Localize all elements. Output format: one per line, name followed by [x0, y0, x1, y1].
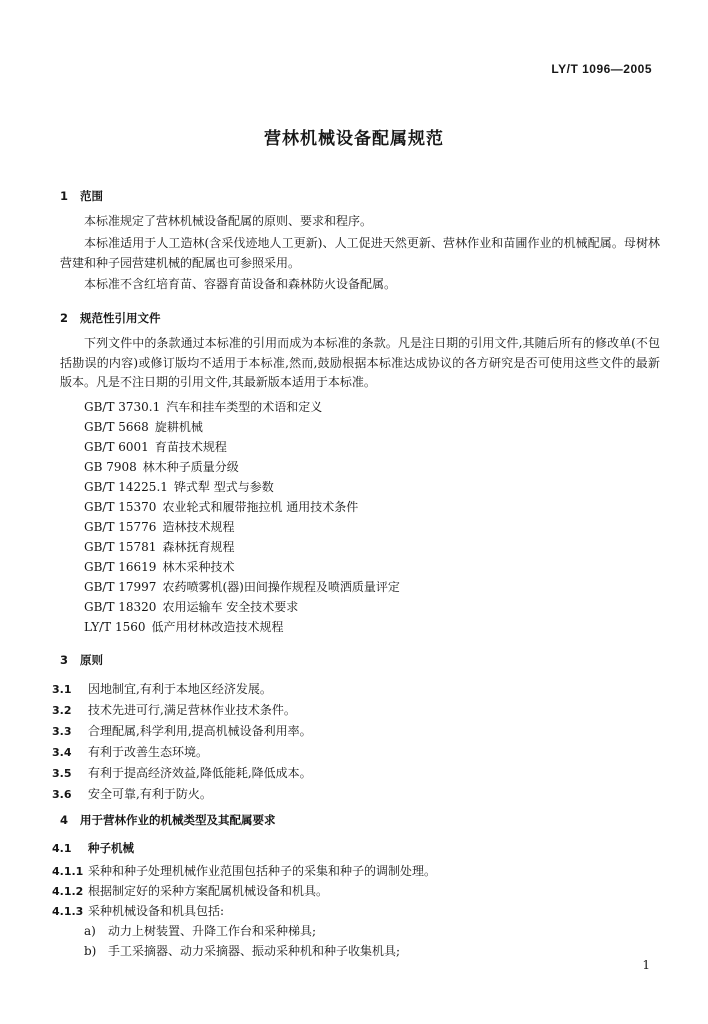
list-text: 动力上树装置、升降工作台和采种梯具;: [108, 924, 317, 938]
reference-item: [84, 578, 400, 595]
reference-code: GB 7908: [84, 460, 137, 474]
clause-item: [52, 862, 436, 879]
document-title: 营林机械设备配属规范: [264, 129, 444, 149]
principle-item: [52, 701, 296, 718]
reference-name: 农药喷雾机(器)田间操作规程及喷洒质量评定: [162, 580, 400, 594]
reference-code: GB/T 3730.1: [84, 400, 161, 414]
scope-paragraph-3: 本标准不含红培育苗、容器育苗设备和森林防火设备配属。: [84, 277, 397, 291]
section-2-heading: [60, 310, 161, 326]
list-text: 手工采摘器、动力采摘器、振动采种机和种子收集机具;: [108, 944, 401, 958]
clause-text: 采种机械设备和机具包括:: [88, 904, 225, 918]
section-4-heading: [60, 812, 276, 828]
clause-item: [52, 882, 328, 899]
principle-item: [52, 785, 212, 802]
reference-item: [84, 418, 203, 435]
clause-item: [52, 902, 224, 919]
scope-paragraph-2: 本标准适用于人工造林(含采伐迹地人工更新)、人工促进天然更新、营林作业和苗圃作业的机械配属。母树林营建和种子园营建机械的配属也可参照采用。: [60, 236, 660, 270]
reference-name: 铧式犁 型式与参数: [173, 480, 274, 494]
section-number: 3: [60, 653, 69, 667]
clause-number: 3.2: [52, 704, 72, 717]
reference-name: 农用运输车 安全技术要求: [162, 600, 299, 614]
reference-name: 造林技术规程: [162, 520, 235, 534]
reference-item: [84, 458, 239, 475]
clause-text: 有利于改善生态环境。: [88, 745, 209, 759]
reference-item: [84, 478, 274, 495]
reference-code: LY/T 1560: [84, 620, 146, 634]
reference-code: GB/T 14225.1: [84, 480, 168, 494]
clause-number: 4.1.3: [52, 905, 84, 918]
clause-text: 因地制宜,有利于本地区经济发展。: [88, 682, 272, 696]
clause-text: 根据制定好的采种方案配属机械设备和机具。: [88, 884, 329, 898]
list-subitem: [84, 922, 316, 939]
reference-code: GB/T 6001: [84, 440, 149, 454]
reference-code: GB/T 17997: [84, 580, 157, 594]
clause-text: 安全可靠,有利于防火。: [88, 787, 212, 801]
page-number: 1: [642, 958, 650, 972]
clause-number: 3.6: [52, 788, 72, 801]
reference-name: 森林抚育规程: [162, 540, 235, 554]
reference-code: GB/T 15370: [84, 500, 157, 514]
reference-name: 农业轮式和履带拖拉机 通用技术条件: [162, 500, 359, 514]
clause-number: 4.1: [52, 842, 72, 855]
reference-name: 旋耕机械: [154, 420, 203, 434]
reference-code: GB/T 5668: [84, 420, 149, 434]
reference-item: [84, 398, 322, 415]
list-subitem: [84, 942, 400, 959]
section-title: 范围: [80, 189, 103, 203]
section-title: 规范性引用文件: [80, 311, 161, 325]
clause-number: 4.1.1: [52, 865, 84, 878]
section-number: 4: [60, 813, 69, 827]
reference-code: GB/T 15781: [84, 540, 157, 554]
clause-text: 有利于提高经济效益,降低能耗,降低成本。: [88, 766, 312, 780]
clause-text: 技术先进可行,满足营林作业技术条件。: [88, 703, 296, 717]
reference-item: [84, 538, 234, 555]
clause-number: 3.3: [52, 725, 72, 738]
reference-item: [84, 598, 298, 615]
clause-number: 3.1: [52, 683, 72, 696]
principle-item: [52, 764, 312, 781]
reference-item: [84, 518, 234, 535]
scope-paragraph-1: 本标准规定了营林机械设备配属的原则、要求和程序。: [84, 214, 373, 228]
principle-item: [52, 743, 208, 760]
clause-number: 3.5: [52, 767, 72, 780]
clause-text: 合理配属,科学利用,提高机械设备利用率。: [88, 724, 312, 738]
subsection-heading: [52, 840, 134, 856]
clause-number: 3.4: [52, 746, 72, 759]
normative-intro: 下列文件中的条款通过本标准的引用而成为本标准的条款。凡是注日期的引用文件,其随后所有的修改单(不包括勘误的内容)或修订版均不适用于本标准,然而,鼓励根据本标准达成协议的各方研究是否可使用这些文件的最新版本。凡是不注日期的引用文件,其最新版本适用于本标准。: [60, 336, 660, 389]
clause-number: 4.1.2: [52, 885, 84, 898]
list-marker: b): [84, 944, 97, 958]
principle-item: [52, 722, 312, 739]
clause-text: 采种和种子处理机械作业范围包括种子的采集和种子的调制处理。: [88, 864, 437, 878]
reference-item: [84, 558, 234, 575]
reference-name: 汽车和挂车类型的术语和定义: [166, 400, 323, 414]
reference-name: 林木采种技术: [162, 560, 235, 574]
reference-name: 低产用材林改造技术规程: [151, 620, 284, 634]
reference-item: [84, 618, 284, 635]
section-number: 2: [60, 311, 69, 325]
reference-item: [84, 438, 227, 455]
principle-item: [52, 680, 272, 697]
reference-code: GB/T 15776: [84, 520, 157, 534]
section-1-heading: [60, 188, 103, 204]
reference-name: 林木种子质量分级: [142, 460, 239, 474]
list-marker: a): [84, 924, 96, 938]
section-number: 1: [60, 189, 69, 203]
section-3-heading: [60, 652, 103, 668]
section-title: 用于营林作业的机械类型及其配属要求: [80, 813, 276, 827]
reference-code: GB/T 18320: [84, 600, 157, 614]
reference-item: [84, 498, 358, 515]
reference-code: GB/T 16619: [84, 560, 157, 574]
clause-text: 种子机械: [88, 841, 134, 855]
reference-name: 育苗技术规程: [154, 440, 227, 454]
section-title: 原则: [80, 653, 103, 667]
standard-code: LY/T 1096—2005: [551, 62, 652, 76]
